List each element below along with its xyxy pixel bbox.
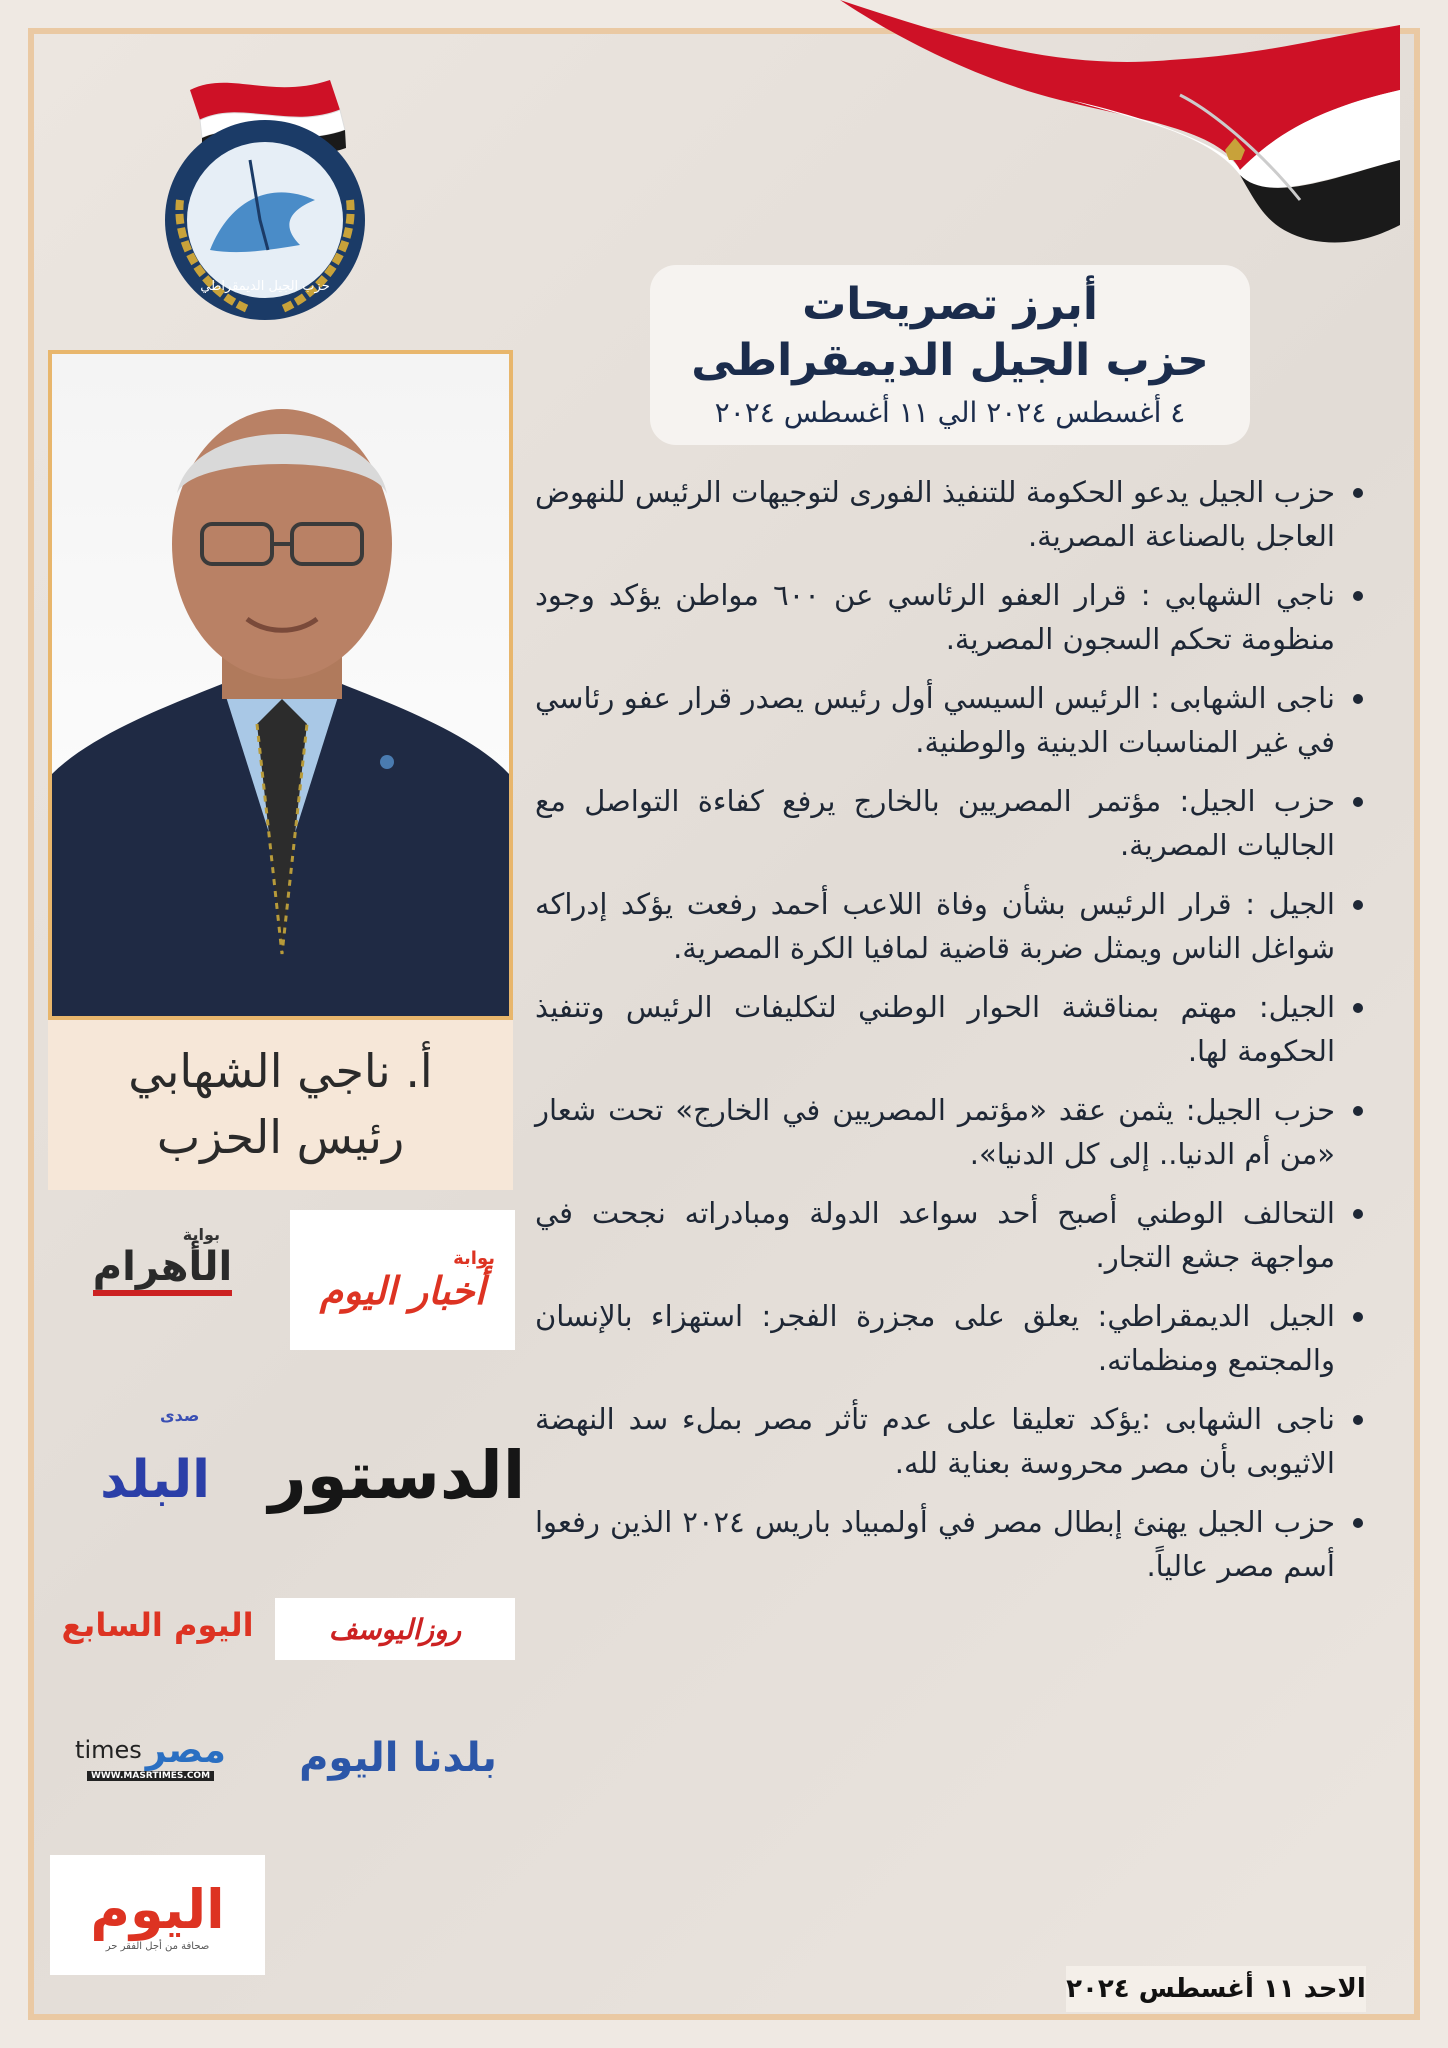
list-item: التحالف الوطني أصبح أحد سواعد الدولة ومبادراته نجحت في مواجهة جشع التجار. [535,1191,1365,1279]
list-item: حزب الجيل يدعو الحكومة للتنفيذ الفورى لتوجيهات الرئيس للنهوض العاجل بالصناعة المصرية. [535,470,1365,558]
list-item: ناجى الشهابى : الرئيس السيسي أول رئيس يصدر قرار عفو رئاسي في غير المناسبات الدينية والوطنية. [535,676,1365,764]
list-item: حزب الجيل: يثمن عقد «مؤتمر المصريين في الخارج» تحت شعار «من أم الدنيا.. إلى كل الدنيا». [535,1088,1365,1176]
footer-date: الاحد ١١ أغسطس ٢٠٢٤ [1066,1966,1366,2012]
logo-text: حزب الجيل الديمقراطي [200,279,330,294]
akhbar-small: بوابة [453,1247,495,1269]
elyoum-tagline: صحافة من أجل الفقر حر [105,1941,210,1952]
dostor-logo: الدستور [268,1436,526,1514]
page-subtitle: حزب الجيل الديمقراطى [691,335,1209,386]
party-logo [140,50,390,330]
list-item: الجيل الديمقراطي: يعلق على مجزرة الفجر: استهزاء بالإنسان والمجتمع ومنظماته. [535,1294,1365,1382]
profile-name: أ. ناجي الشهابي [128,1044,433,1098]
page-title: أبرز تصريحات [802,279,1098,330]
list-item: الجيل: مهتم بمناقشة الحوار الوطني لتكليفات الرئيس وتنفيذ الحكومة لها. [535,985,1365,1073]
portrait-photo [48,350,513,1020]
ahram-small: بوابة [182,1224,220,1244]
rose-elyoussef-logo: روزاليوسف [275,1598,515,1660]
elyoum-main: اليوم [90,1878,225,1941]
title-box [650,265,1250,445]
balad-small: صدى [160,1406,200,1425]
ahram-logo [65,1215,260,1305]
list-item: ناجى الشهابى :يؤكد تعليقا على عدم تأثر مصر بملء سد النهضة الاثيوبى بأن مصر محروسة بعناية لله. [535,1397,1365,1485]
sada-elbalad-logo [50,1400,260,1530]
portrait-figure [52,354,509,1016]
statements-list [535,470,1365,1603]
masr-times-url: WWW.MASRTIMES.COM [87,1771,214,1781]
baladna-elyom-logo: بلدنا اليوم [299,1734,497,1781]
profile-role: رئيس الحزب [156,1110,405,1164]
date-range: ٤ أغسطس ٢٠٢٤ الي ١١ أغسطس ٢٠٢٤ [714,396,1186,429]
egypt-flag-ribbon [840,0,1400,280]
list-item: حزب الجيل: مؤتمر المصريين بالخارج يرفع كفاءة التواصل مع الجاليات المصرية. [535,779,1365,867]
ahram-main: الأهرام [93,1244,232,1296]
list-item: الجيل : قرار الرئيس بشأن وفاة اللاعب أحمد رفعت يؤكد إدراكه شواغل الناس ويمثل ضربة قاضية لمافيا الكرة المصرية. [535,882,1365,970]
masr-times-arabic: مصر [145,1729,226,1771]
youm7-logo: اليوم السابع [61,1606,254,1644]
list-item: حزب الجيل يهنئ إبطال مصر في أولمبياد باريس ٢٠٢٤ الذين رفعوا أسم مصر عالياً. [535,1500,1365,1588]
profile-card [48,1020,513,1190]
masr-times-logo [48,1720,253,1790]
akhbar-elyom-logo [290,1210,515,1350]
balad-main: البلد [100,1450,210,1510]
masr-times-latin: times [75,1736,142,1764]
list-item: ناجي الشهابي : قرار العفو الرئاسي عن ٦٠٠ مواطن يؤكد وجود منظومة تحكم السجون المصرية. [535,573,1365,661]
elyoum-logo [50,1855,265,1975]
akhbar-main: أخبار اليوم [319,1268,486,1313]
